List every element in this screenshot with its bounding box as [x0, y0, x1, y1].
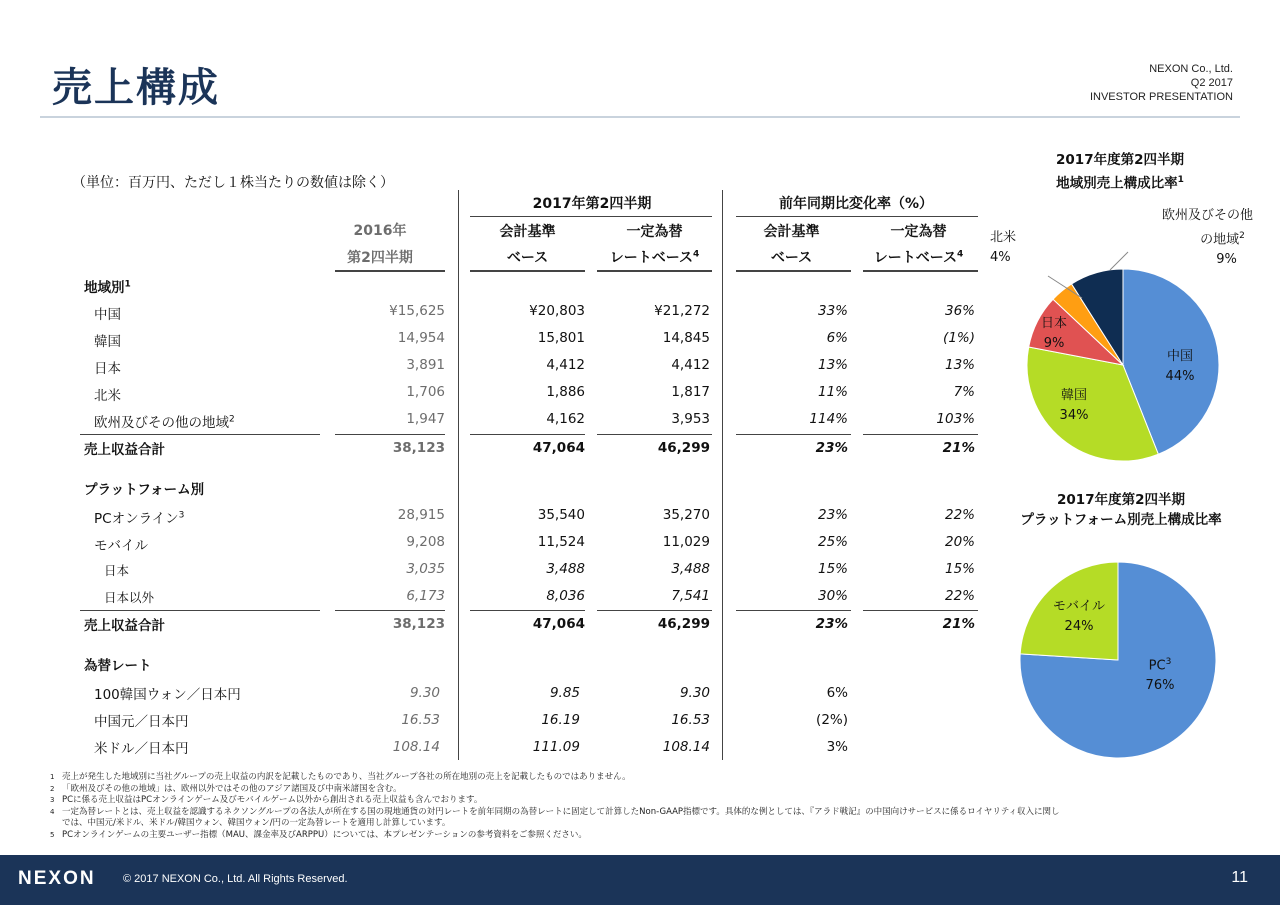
region-row-label — [94, 330, 121, 350]
platform-pie-chart — [1000, 545, 1240, 775]
col-2016-line2: 第2四半期 — [347, 250, 413, 266]
footnote-number: 2 — [50, 784, 55, 793]
pie-label-pc-value: 76% — [1145, 678, 1175, 694]
fx-row-label — [94, 710, 189, 730]
row-rule — [736, 434, 851, 435]
row-rule — [80, 610, 320, 611]
row-rule — [597, 610, 712, 611]
cell-constant: 9.30 — [679, 685, 710, 701]
pie-label-na-name: 北米 — [990, 230, 1017, 245]
footnote-ref: 2 — [1239, 231, 1245, 241]
row-rule — [470, 434, 585, 435]
fx-row-label-text: 米ドル／日本円 — [94, 741, 189, 757]
region-pie-title — [1020, 150, 1220, 194]
fx-row-label — [94, 683, 241, 703]
footnote-item — [50, 795, 1250, 807]
quarter-label: Q2 2017 — [1190, 77, 1233, 89]
footer-bar — [0, 855, 1280, 905]
header-rule — [736, 270, 851, 272]
cell-yoy-accounting: 30% — [817, 588, 848, 604]
cell-2016: 1,706 — [406, 384, 445, 400]
region-pie-title-line1: 2017年度第2四半期 — [1056, 152, 1184, 168]
footnote-number: 5 — [50, 830, 55, 839]
pie-label-china-name: 中国 — [1166, 349, 1193, 364]
pie-label-north-america — [990, 228, 1026, 268]
region-pie-chart — [1000, 250, 1240, 480]
cell-accounting: 47,064 — [532, 440, 585, 456]
row-rule — [736, 610, 851, 611]
row-rule — [335, 610, 445, 611]
header-rule — [470, 270, 585, 272]
cell-yoy-constant: 13% — [944, 357, 975, 373]
cell-constant: 108.14 — [662, 739, 710, 755]
sub-accounting-line1: 会計基準 — [499, 224, 556, 240]
row-rule — [470, 610, 585, 611]
footnote-ref: 2 — [229, 414, 235, 425]
cell-2016: 14,954 — [397, 330, 445, 346]
footnote-text: では、中国元/米ドル、米ドル/韓国ウォン、韓国ウォン/円の一定為替レートを適用し計算しています。 — [62, 818, 451, 828]
cell-constant: 3,488 — [671, 561, 710, 577]
footnote-item — [50, 772, 1250, 784]
region-row-label-text: 日本 — [94, 361, 121, 377]
region-total-label — [84, 438, 165, 458]
platform-pie-title — [990, 490, 1252, 530]
cell-constant: 14,845 — [662, 330, 710, 346]
cell-yoy-constant: 22% — [944, 588, 975, 604]
pie-label-japan-name: 日本 — [1040, 316, 1067, 331]
cell-constant: 46,299 — [657, 616, 710, 632]
pie-label-china-value: 44% — [1165, 369, 1195, 384]
header-rule — [863, 270, 978, 272]
fx-section-header: 為替レート — [84, 658, 152, 674]
cell-accounting: 111.09 — [532, 739, 580, 755]
cell-2016: 3,891 — [406, 357, 445, 373]
pie-label-china — [1160, 347, 1200, 387]
platform-row-label — [104, 588, 154, 606]
platform-row-label-text: 日本 — [104, 563, 130, 578]
platform-row-label-text: PCオンライン — [94, 511, 179, 527]
footnote-item — [50, 818, 1250, 830]
cell-accounting: 11,524 — [537, 534, 585, 550]
cell-constant: 35,270 — [662, 507, 710, 523]
sub-constant-line2 — [592, 247, 717, 267]
cell-yoy-constant: 103% — [936, 411, 975, 427]
cell-constant: 16.53 — [671, 712, 710, 728]
pie-label-eu-name-line1: 欧州及びその他 — [1161, 208, 1253, 223]
cell-yoy-accounting: 23% — [815, 616, 848, 632]
footnote-item — [50, 807, 1250, 819]
row-rule — [863, 610, 978, 611]
cell-accounting: 4,412 — [546, 357, 585, 373]
yoy-constant-line1: 一定為替 — [890, 224, 947, 240]
revenue-table — [80, 0, 980, 780]
pie-label-eu-value: 9% — [1216, 252, 1237, 268]
pie-label-na-value: 4% — [990, 250, 1011, 265]
pie-label-eu-name-line2: の地域$^2$ — [1200, 231, 1245, 248]
cell-2016: 108.14 — [392, 739, 440, 755]
region-row-label — [94, 303, 121, 323]
region-row-label-text: 中国 — [94, 307, 121, 323]
region-section-header — [84, 276, 131, 296]
cell-2016: 9,208 — [406, 534, 445, 550]
row-rule — [80, 434, 320, 435]
footnote-text: 一定為替レートとは、売上収益を認識するネクソングループの各法人が所在する国の現地通貨の対円レートを前年同期の為替レートに固定して計算したNon-GAAP指標です。具体的な例としては、『アラド戦記』の中国向けサービスに係るロイヤリティ収入に関し — [62, 806, 1060, 817]
cell-2016: 38,123 — [392, 440, 445, 456]
company-name: NEXON Co., Ltd. — [1149, 63, 1233, 75]
sub-accounting-line2: ベース — [506, 250, 549, 266]
cell-accounting: 3,488 — [546, 561, 585, 577]
cell-accounting: 1,886 — [546, 384, 585, 400]
platform-pie-subtitle: プラットフォーム別売上構成比率 — [1020, 512, 1222, 528]
footnote-number: 1 — [50, 773, 55, 781]
cell-yoy-accounting: 114% — [809, 411, 848, 427]
cell-yoy-constant: 36% — [944, 303, 975, 319]
region-row-label — [94, 357, 121, 377]
platform-row-label — [104, 561, 129, 579]
platform-total-label — [84, 614, 165, 634]
region-row-label-text: 欧州及びその他の地域 — [94, 415, 229, 431]
platform-total-label-text: 売上収益合計 — [84, 618, 165, 634]
cell-2016: 3,035 — [406, 561, 445, 577]
row-rule — [335, 434, 445, 435]
footnote-text: PCに係る売上収益はPCオンラインゲーム及びモバイルゲーム以外から創出される売上収益も含んでおります。 — [62, 795, 483, 805]
cell-accounting: 35,540 — [537, 507, 585, 523]
row-rule — [863, 434, 978, 435]
pie-label-europe-other — [1150, 206, 1265, 270]
page-title: 売上構成 — [52, 65, 220, 111]
platform-row-label-text: 日本以外 — [104, 590, 155, 605]
footnote-ref: 1 — [124, 279, 131, 290]
pie-label-mobile-value: 24% — [1064, 619, 1094, 634]
header-rule — [470, 216, 712, 217]
footnote-ref: 3 — [1165, 657, 1172, 667]
fx-row-label — [94, 737, 189, 757]
cell-2016: 16.53 — [401, 712, 440, 728]
footnote-ref: 4 — [957, 249, 964, 260]
cell-accounting: ¥20,803 — [529, 303, 585, 319]
sub-constant-text: レートベース — [609, 250, 694, 266]
cell-constant: 4,412 — [671, 357, 710, 373]
platform-pie-title-line1: 2017年度第2四半期 — [1057, 492, 1185, 508]
footnote-ref: 4 — [693, 249, 700, 260]
cell-accounting: 4,162 — [546, 411, 585, 427]
pie-label-pc-text: PC — [1148, 658, 1166, 674]
cell-yoy-constant: 20% — [944, 534, 975, 550]
pie-label-mobile — [1044, 597, 1114, 637]
cell-yoy-constant: (1%) — [943, 330, 975, 346]
cell-yoy-constant: 7% — [953, 384, 975, 400]
corporate-info — [1090, 62, 1233, 104]
cell-constant: 11,029 — [662, 534, 710, 550]
col-2016-line1: 2016年 — [353, 223, 407, 239]
pie-label-japan-value: 9% — [1043, 336, 1065, 351]
column-divider — [458, 190, 459, 760]
pie-label-pc-name — [1130, 652, 1190, 676]
cell-constant: 3,953 — [671, 411, 710, 427]
footnote-item — [50, 784, 1250, 796]
cell-yoy-accounting: 33% — [817, 303, 848, 319]
cell-yoy-accounting: 15% — [817, 561, 848, 577]
presentation-label: INVESTOR PRESENTATION — [1089, 91, 1233, 103]
platform-row-label — [94, 534, 148, 554]
header-rule — [736, 216, 978, 217]
yoy-constant-text: レートベース — [873, 250, 958, 266]
region-row-label — [94, 384, 121, 404]
footnote-number: 3 — [50, 796, 55, 804]
region-header-text: 地域別 — [84, 280, 125, 296]
footnote-ref: 1 — [1177, 175, 1184, 185]
row-rule — [597, 434, 712, 435]
fx-row-label-text: 中国元／日本円 — [94, 714, 189, 730]
nexon-logo: NEXON — [18, 868, 96, 889]
footnote-item — [50, 830, 1250, 842]
unit-note: （単位：百万円、ただし１株当たりの数値は除く） — [72, 175, 394, 191]
cell-yoy-constant: 21% — [942, 440, 975, 456]
region-row-label-text: 北米 — [94, 388, 121, 404]
platform-section-header: プラットフォーム別 — [84, 482, 205, 498]
cell-accounting: 15,801 — [537, 330, 585, 346]
region-pie-title-line2 — [1020, 170, 1220, 194]
footnote-number: 4 — [50, 807, 55, 816]
cell-yoy-constant: 21% — [942, 616, 975, 632]
yoy-accounting-line1: 会計基準 — [763, 224, 820, 240]
cell-constant: 1,817 — [671, 384, 710, 400]
cell-accounting: 47,064 — [532, 616, 585, 632]
region-pie-subtitle: 地域別売上構成比率 — [1056, 175, 1178, 192]
cell-2016: ¥15,625 — [389, 303, 445, 319]
cell-2016: 9.30 — [409, 685, 440, 701]
cell-yoy-accounting: 23% — [817, 507, 848, 523]
cell-yoy-accounting: 6% — [826, 685, 848, 701]
pie-label-japan — [1036, 314, 1072, 354]
footnote-text: PCオンラインゲームの主要ユーザー指標（MAU、課金率及びARPPU）については、本プレゼンテーションの参考資料をご参照ください。 — [62, 829, 587, 840]
pie-label-korea-value: 34% — [1059, 408, 1089, 423]
column-divider — [722, 190, 723, 760]
sub-constant-line1: 一定為替 — [626, 224, 683, 240]
footnotes — [50, 772, 1250, 841]
header-rule — [597, 270, 712, 272]
copyright: © 2017 NEXON Co., Ltd. All Rights Reserved. — [123, 873, 348, 885]
footnote-text: 「欧州及びその他の地域」は、欧州以外ではその他のアジア諸国及び中南米諸国を含む。 — [62, 783, 402, 794]
yoy-accounting-line2: ベース — [770, 250, 813, 266]
pie-label-pc — [1130, 652, 1190, 696]
group-yoy-header: 前年同期比変化率（%） — [778, 196, 934, 212]
header-rule — [335, 270, 445, 272]
page-number: 11 — [1231, 869, 1248, 886]
cell-accounting: 9.85 — [549, 685, 580, 701]
cell-accounting: 16.19 — [541, 712, 580, 728]
pie-label-korea-name: 韓国 — [1060, 388, 1087, 403]
cell-yoy-constant: 15% — [944, 561, 975, 577]
cell-2016: 38,123 — [392, 616, 445, 632]
platform-row-label — [94, 507, 184, 527]
cell-2016: 28,915 — [397, 507, 445, 523]
cell-yoy-accounting: 23% — [815, 440, 848, 456]
platform-row-label-text: モバイル — [94, 538, 148, 554]
cell-constant: ¥21,272 — [654, 303, 710, 319]
group-2017-header: 2017年第2四半期 — [532, 196, 652, 212]
cell-yoy-constant: 22% — [944, 507, 975, 523]
cell-2016: 6,173 — [406, 588, 445, 604]
footnote-ref: 3 — [178, 510, 185, 521]
yoy-constant-line2 — [856, 247, 981, 267]
cell-2016: 1,947 — [406, 411, 445, 427]
pie-label-mobile-name: モバイル — [1052, 599, 1105, 614]
region-row-label — [94, 411, 235, 431]
region-row-label-text: 韓国 — [94, 334, 121, 350]
cell-accounting: 8,036 — [546, 588, 585, 604]
fx-row-label-text: 100韓国ウォン／日本円 — [94, 687, 241, 703]
cell-constant: 46,299 — [657, 440, 710, 456]
cell-yoy-accounting: 11% — [817, 384, 848, 400]
cell-yoy-accounting: 3% — [826, 739, 848, 755]
cell-constant: 7,541 — [671, 588, 710, 604]
pie-label-korea — [1052, 386, 1096, 426]
footnote-text: 売上が発生した地域別に当社グループの売上収益の内訳を記載したものであり、当社グループ各社の所在地別の売上を記載したものではありません。 — [62, 772, 631, 782]
region-total-label-text: 売上収益合計 — [84, 442, 165, 458]
cell-yoy-accounting: 13% — [817, 357, 848, 373]
leader-line-europe-other — [1110, 252, 1128, 270]
cell-yoy-accounting: 6% — [826, 330, 848, 346]
cell-yoy-accounting: 25% — [817, 534, 848, 550]
cell-yoy-accounting: (2%) — [816, 712, 848, 728]
